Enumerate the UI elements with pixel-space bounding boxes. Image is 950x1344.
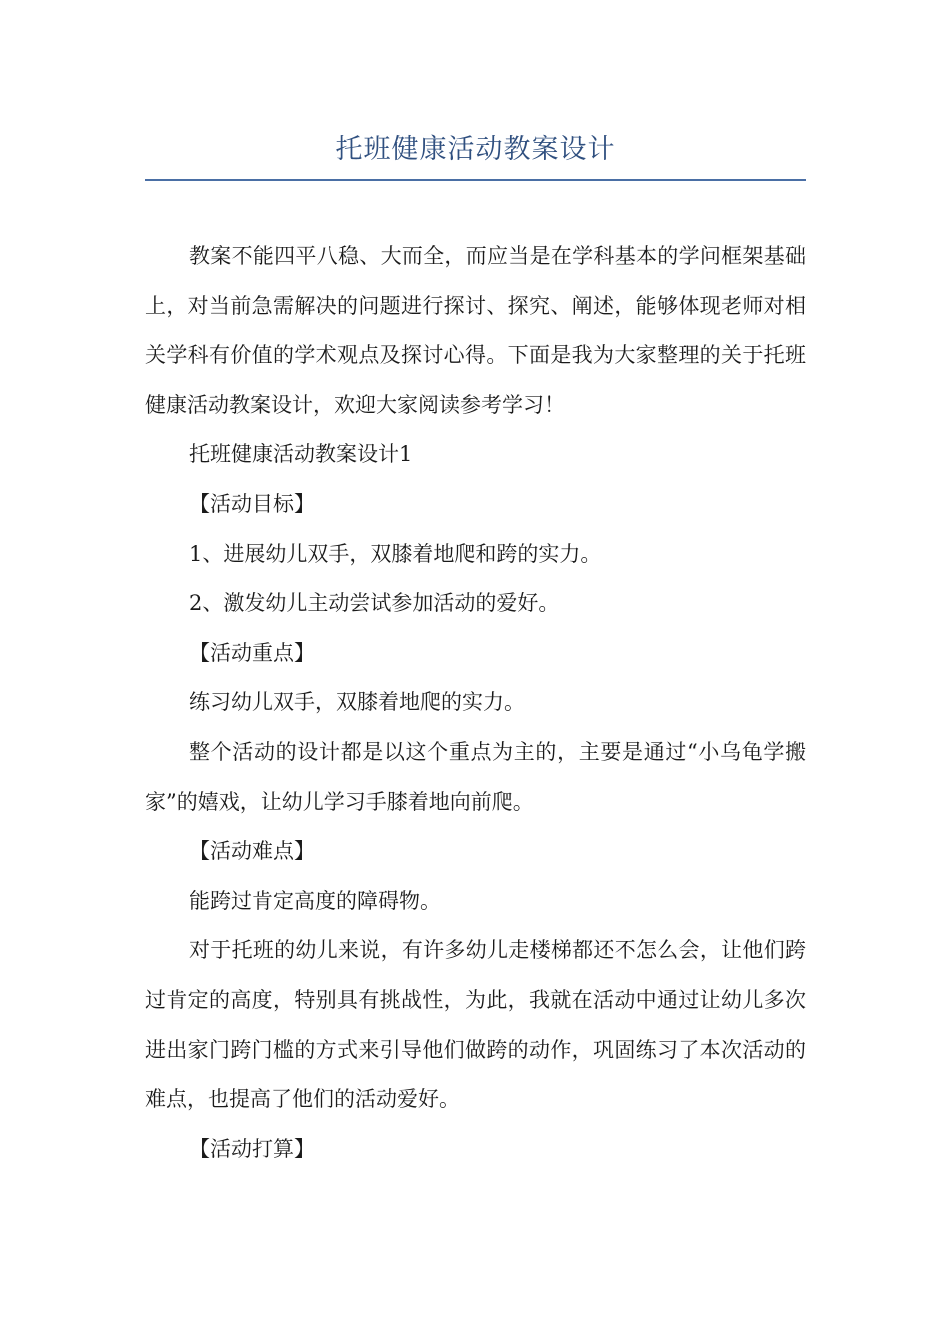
difficulty-explanation: 对于托班的幼儿来说，有许多幼儿走楼梯都还不怎么会，让他们跨过肯定的高度，特别具有挑战性，为此，我就在活动中通过让幼儿多次进出家门跨门槛的方式来引导他们做跨的动作，巩固练习了本次活动的难点，也提高了他们的活动爱好。 bbox=[145, 938, 806, 1112]
goal-item-1: 1、进展幼儿双手，双膝着地爬和跨的实力。 bbox=[189, 541, 602, 566]
intro-paragraph: 教案不能四平八稳、大而全，而应当是在学科基本的学问框架基础上，对当前急需解决的问题进行探讨、探究、阐述，能够体现老师对相关学科有价值的学术观点及探讨心得。下面是我为大家整理的关于托班健康活动教案设计，欢迎大家阅读参考学习！ bbox=[145, 244, 806, 417]
difficulty-text: 能跨过肯定高度的障碍物。 bbox=[189, 888, 441, 913]
focus-text: 练习幼儿双手，双膝着地爬的实力。 bbox=[189, 690, 525, 715]
focus-explanation: 整个活动的设计都是以这个重点为主的，主要是通过“小乌龟学搬家”的嬉戏，让幼儿学习手膝着地向前爬。 bbox=[145, 739, 806, 814]
section-title: 托班健康活动教案设计1 bbox=[189, 442, 413, 467]
document-title: 托班健康活动教案设计 bbox=[335, 134, 616, 165]
goal-item-2: 2、激发幼儿主动尝试参加活动的爱好。 bbox=[189, 591, 560, 616]
heading-activity-focus: 【活动重点】 bbox=[189, 640, 315, 665]
heading-activity-preparation: 【活动打算】 bbox=[189, 1136, 315, 1161]
heading-activity-goals: 【活动目标】 bbox=[189, 491, 315, 516]
document-body bbox=[145, 232, 806, 1174]
heading-activity-difficulty: 【活动难点】 bbox=[189, 839, 315, 864]
title-underline bbox=[145, 179, 806, 181]
